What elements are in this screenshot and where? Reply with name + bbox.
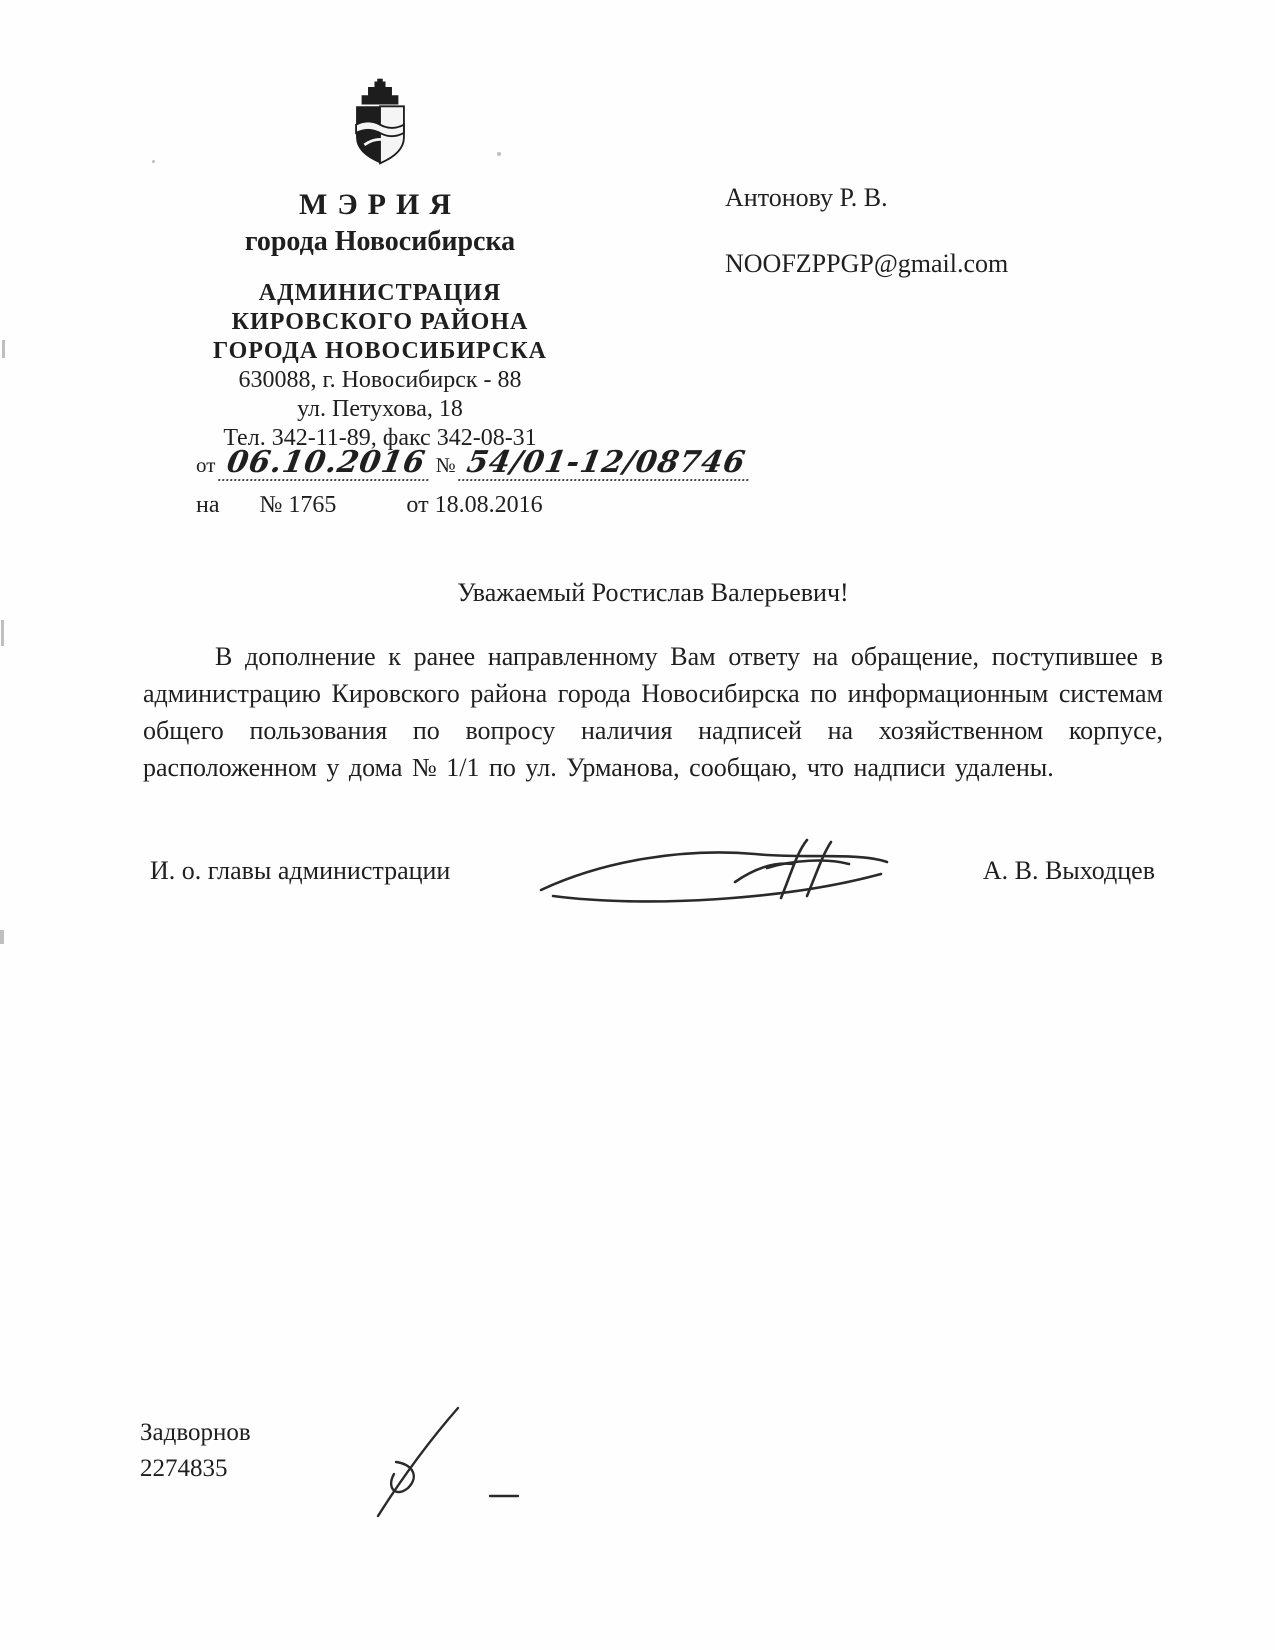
from-label: от — [196, 453, 216, 477]
handwritten-date: 06.10.2016 — [218, 448, 434, 481]
executor-signature-scribble-icon — [340, 1400, 540, 1535]
reply-date: 18.08.2016 — [434, 492, 543, 518]
letterhead — [100, 75, 660, 452]
reply-label: на — [196, 492, 220, 518]
reply-date-label: от — [406, 492, 429, 518]
recipient-email: NOOFZPPGP@gmail.com — [725, 249, 1009, 278]
org-name-line1: МЭРИЯ — [299, 188, 461, 221]
body-paragraph: В дополнение к ранее направленному Вам ответу на обращение, поступившее в администрацию Кировского района города Новосибирска по информационным системам общего пользования по вопросу наличия надписей на хозяйственном корпусе, расположенном у дома № 1/1 по ул. Урманова, сообщаю, что надписи удалены. — [143, 642, 1163, 782]
recipient-name: Антонову Р. В. — [725, 183, 888, 212]
signer-name: А. В. Выходцев — [982, 856, 1155, 885]
salutation: Уважаемый Ростислав Валерьевич! — [457, 578, 849, 607]
reply-number: № 1765 — [259, 492, 337, 518]
executor-block — [140, 1415, 251, 1487]
signature-scribble-icon — [535, 838, 895, 915]
dept-line2: КИРОВСКОГО РАЙОНА — [231, 309, 529, 335]
signer-position: И. о. главы администрации — [150, 856, 451, 885]
org-name-line2: города Новосибирска — [244, 226, 516, 257]
reference-line-outgoing — [196, 445, 751, 481]
dept-line1: АДМИНИСТРАЦИЯ — [258, 280, 502, 306]
address-line2: ул. Петухова, 18 — [297, 396, 463, 422]
number-label: № — [435, 453, 456, 477]
reference-line-incoming — [196, 492, 543, 519]
handwritten-number: 54/01-12/08746 — [458, 448, 754, 481]
signature-block — [150, 838, 1155, 918]
executor-name: Задворнов — [140, 1419, 251, 1446]
address-line1: 630088, г. Новосибирск - 88 — [238, 367, 522, 393]
scan-artifact — [1, 620, 4, 646]
dept-line3: ГОРОДА НОВОСИБИРСКА — [212, 338, 548, 364]
scan-artifact — [152, 160, 155, 163]
phone-line: Тел. 342-11-89, факс 342-08-31 — [223, 425, 537, 451]
scan-artifact — [0, 930, 4, 944]
scan-artifact — [2, 340, 5, 358]
recipient-block — [725, 183, 1008, 279]
scan-artifact — [497, 152, 501, 156]
executor-phone: 2274835 — [140, 1455, 228, 1482]
novosibirsk-coat-of-arms-icon — [334, 75, 426, 172]
